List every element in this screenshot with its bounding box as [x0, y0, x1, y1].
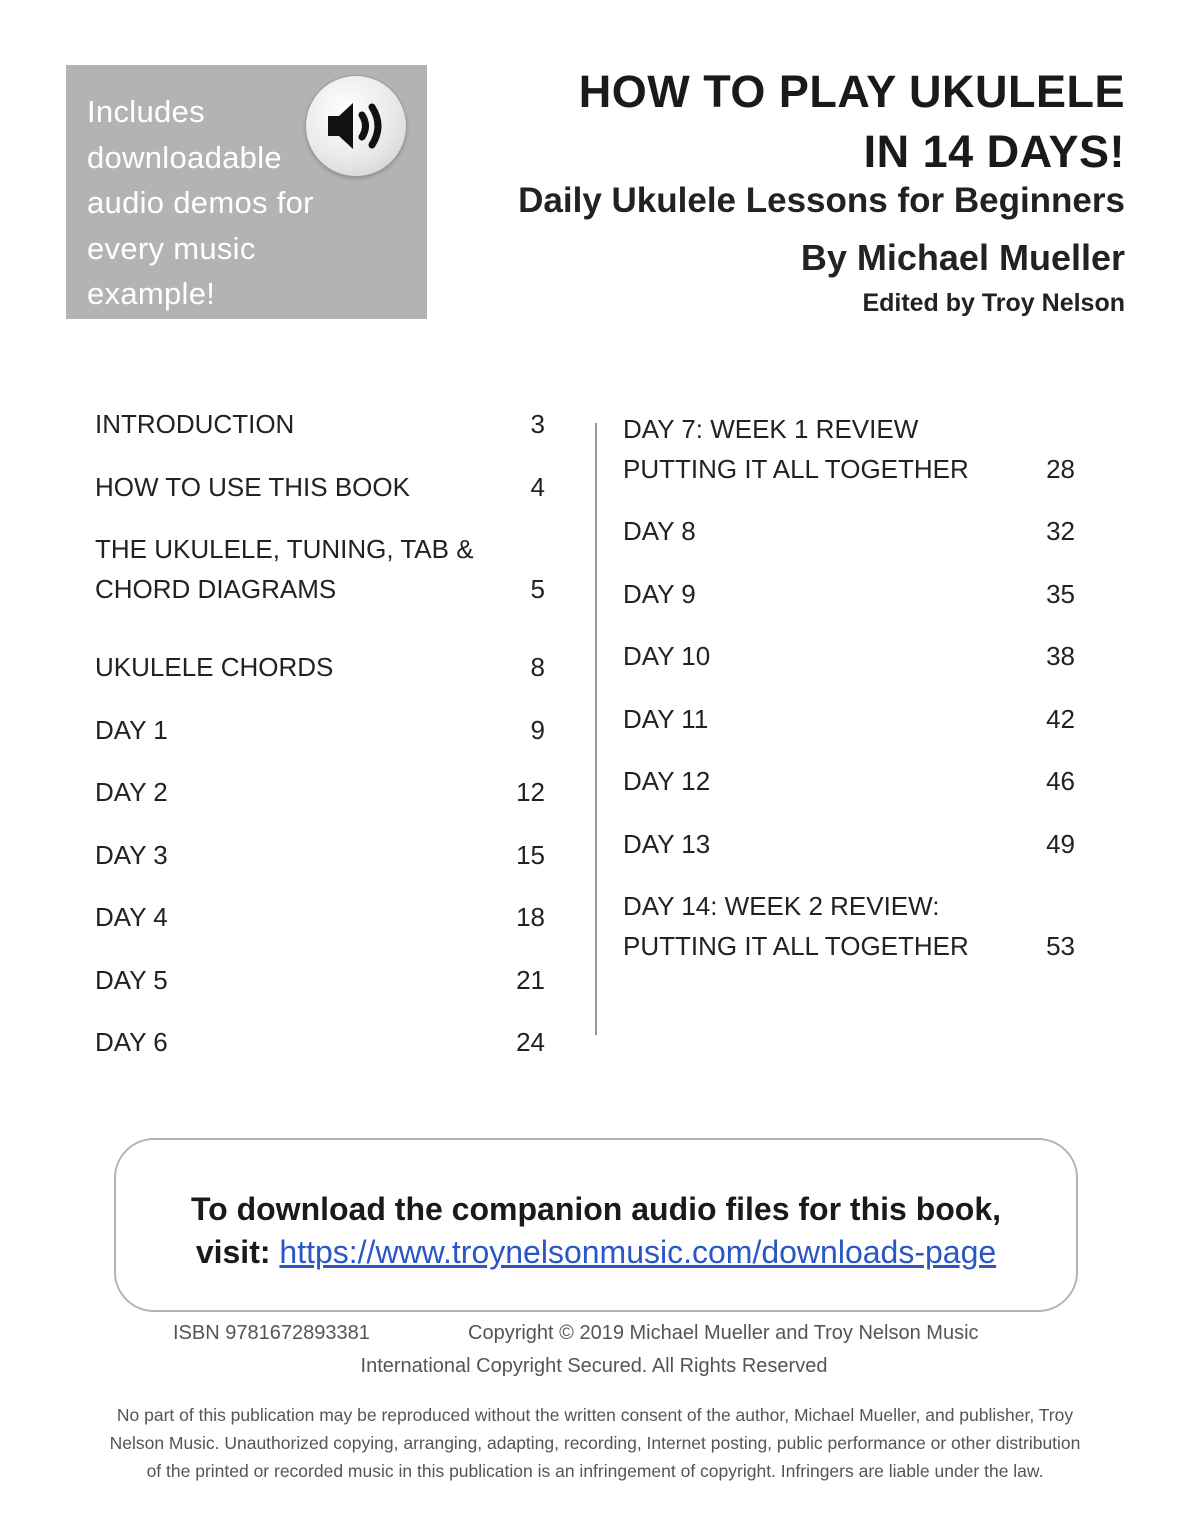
toc-entry-page: 8: [530, 652, 545, 682]
toc-entry-title: DAY 9: [623, 578, 696, 609]
toc-entry: [623, 637, 1075, 677]
isbn-text: ISBN 9781672893381: [173, 1322, 370, 1344]
toc-entry-title: HOW TO USE THIS BOOK: [95, 471, 410, 502]
download-visit-line: [116, 1231, 1076, 1274]
toc-entry-page: 53: [1046, 930, 1075, 961]
toc-entry: [95, 1023, 545, 1063]
legal-notice-line: Nelson Music. Unauthorized copying, arranging, adapting, recording, Internet posting, public performance or other distribution: [109, 1433, 1081, 1453]
toc-column-divider: [595, 423, 597, 1035]
audio-callout-box: [66, 65, 427, 319]
book-title-line-2: IN 14 DAYS!: [863, 126, 1125, 177]
toc-entry-page: 5: [530, 573, 545, 604]
toc-entry: [95, 961, 545, 1001]
toc-entry: [623, 887, 1075, 966]
toc-entry-page: 38: [1046, 641, 1075, 671]
toc-entry-page: 32: [1046, 516, 1075, 546]
toc-entry-title: THE UKULELE, TUNING, TAB &: [95, 534, 474, 564]
toc-entry-page: 42: [1046, 703, 1075, 734]
toc-entry-title: DAY 3: [95, 839, 168, 870]
toc-entry-title: PUTTING IT ALL TOGETHER: [623, 453, 969, 484]
toc-entry-title: DAY 11: [623, 703, 709, 734]
speaker-volume-icon: [306, 76, 406, 176]
toc-left-column: [95, 405, 545, 1063]
rights-text: International Copyright Secured. All Rights Reserved: [360, 1355, 828, 1377]
download-line: To download the companion audio files for this book,: [190, 1191, 1002, 1227]
toc-entry-title: DAY 2: [95, 777, 168, 807]
toc-entry: [95, 711, 545, 751]
toc-entry-title: UKULELE CHORDS: [95, 652, 334, 682]
toc-entry-page: 21: [516, 964, 545, 995]
toc-entry: [623, 575, 1075, 615]
toc-entry-page: 18: [516, 902, 545, 932]
toc-entry-page: 12: [516, 777, 545, 807]
toc-right-column: [623, 410, 1075, 966]
legal-notice-line: of the printed or recorded music in this publication is an infringement of copyright. Infringers are liable under the law.: [146, 1461, 1044, 1481]
book-title-line-1: HOW TO PLAY UKULELE: [578, 66, 1125, 117]
toc-entry: [623, 410, 1075, 489]
book-editor: Edited by Troy Nelson: [862, 289, 1125, 317]
toc-entry: [623, 762, 1075, 802]
toc-entry-page: 49: [1046, 828, 1075, 859]
download-text: [116, 1188, 1076, 1274]
title-block: [518, 62, 1125, 320]
toc-entry-title: DAY 10: [623, 641, 711, 671]
audio-callout-line: downloadable: [87, 139, 282, 175]
toc-entry-title: DAY 8: [623, 516, 696, 546]
toc-entry-title: DAY 6: [95, 1027, 168, 1057]
audio-callout-line: Includes: [87, 94, 205, 129]
toc-entry-title: DAY 1: [95, 714, 168, 745]
toc-entry-page: 9: [530, 714, 545, 745]
audio-callout-line: every music: [87, 230, 256, 266]
audio-callout-line: example!: [87, 276, 216, 311]
toc-entry: [623, 512, 1075, 552]
toc-entry-title: PUTTING IT ALL TOGETHER: [623, 930, 969, 961]
book-subtitle: Daily Ukulele Lessons for Beginners: [518, 181, 1125, 220]
copyright-text: Copyright © 2019 Michael Mueller and Troy Nelson Music: [468, 1322, 979, 1344]
toc-entry: [95, 836, 545, 876]
toc-entry: [95, 898, 545, 938]
toc-entry-page: 3: [530, 409, 545, 439]
toc-entry-title: DAY 5: [95, 964, 168, 995]
toc-entry: [95, 773, 545, 813]
toc-entry-page: 4: [530, 471, 545, 502]
toc-entry-page: 24: [516, 1027, 545, 1057]
legal-notice-line: No part of this publication may be reproduced without the written consent of the author, Michael Mueller, and publisher, Troy: [116, 1405, 1074, 1425]
toc-entry-title: DAY 12: [623, 766, 711, 796]
toc-entry-title: DAY 4: [95, 902, 168, 932]
toc-entry-page: 28: [1046, 453, 1075, 484]
toc-entry-page: 46: [1046, 766, 1075, 796]
toc-entry: [95, 648, 545, 688]
download-url-link[interactable]: https://www.troynelsonmusic.com/downloads-page: [279, 1234, 997, 1270]
download-info-box: [114, 1138, 1078, 1312]
toc-entry: [95, 530, 545, 609]
toc-entry-title: CHORD DIAGRAMS: [95, 573, 337, 604]
toc-entry-title: DAY 14: WEEK 2 REVIEW:: [623, 891, 940, 921]
toc-entry: [623, 700, 1075, 740]
toc-entry-page: 15: [516, 839, 545, 870]
toc-entry: [95, 405, 545, 445]
visit-label: visit:: [195, 1234, 271, 1270]
toc-entry-title: DAY 13: [623, 828, 711, 859]
book-author: By Michael Mueller: [800, 237, 1125, 278]
toc-entry: [623, 825, 1075, 865]
toc-entry: [95, 468, 545, 508]
legal-notice: [60, 1401, 1130, 1485]
toc-entry-title: INTRODUCTION: [95, 409, 295, 439]
toc-entry-page: 35: [1046, 578, 1075, 609]
audio-callout-line: audio demos for: [87, 185, 314, 220]
toc-entry-title: DAY 7: WEEK 1 REVIEW: [623, 414, 919, 444]
